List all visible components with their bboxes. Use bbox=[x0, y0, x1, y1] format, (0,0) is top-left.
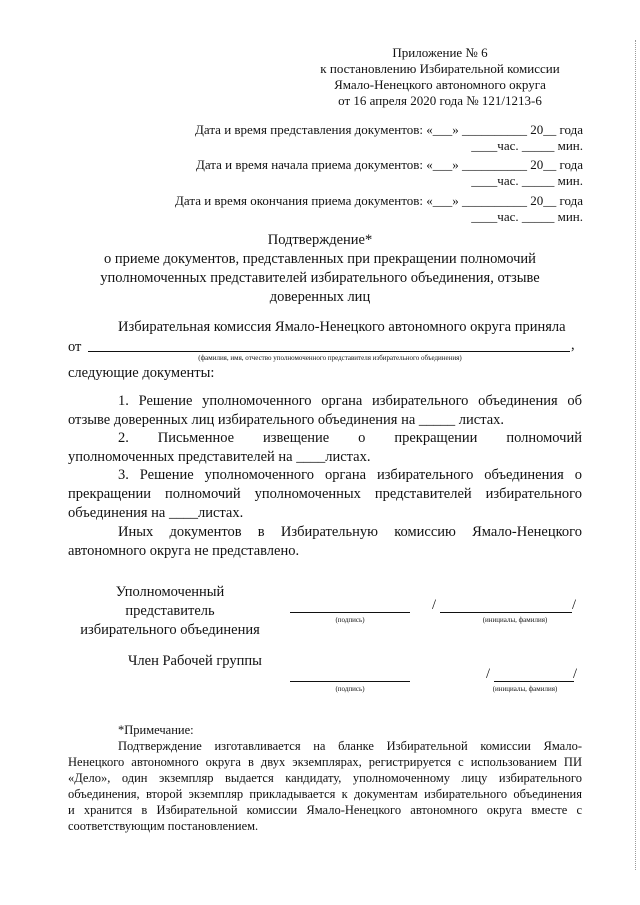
from-name-line bbox=[88, 351, 570, 352]
document-item-1: 1. Решение уполномоченного органа избирательного объединения об bbox=[118, 393, 582, 409]
submission-time-line: ____час. _____ мин. bbox=[471, 138, 583, 153]
document-subtitle: уполномоченных представителей избирательного объединения, отзыве bbox=[100, 270, 540, 286]
member-signature-hint: (подпись) bbox=[335, 685, 365, 693]
representative-label: представитель bbox=[125, 603, 215, 619]
representative-signature-line bbox=[290, 612, 410, 613]
document-subtitle: доверенных лиц bbox=[269, 289, 371, 305]
other-documents-text: Иных документов в Избирательную комиссию Ямало-Ненецкого bbox=[118, 524, 582, 540]
end-date-line: Дата и время окончания приема документов: «___» __________ 20__ года bbox=[175, 193, 583, 208]
member-signature-line bbox=[290, 681, 410, 682]
slash: / bbox=[573, 666, 578, 682]
appendix-line: к постановлению Избирательной комиссии bbox=[320, 61, 560, 76]
start-time-line: ____час. _____ мин. bbox=[471, 173, 583, 188]
note-text: соответствующим постановлением. bbox=[68, 819, 259, 833]
working-group-member-label: Член Рабочей группы bbox=[128, 653, 262, 669]
representative-label: избирательного объединения bbox=[80, 622, 260, 638]
document-item-3-cont: объединения на ____листах. bbox=[68, 505, 244, 521]
appendix-line: Ямало-Ненецкого автономного округа bbox=[334, 77, 546, 92]
from-label: от bbox=[68, 339, 82, 355]
note-text: Ненецкого автономного округа в двух экземплярах, регистрируется с использованием ПИ bbox=[68, 755, 582, 769]
document-item-1-cont: отзыве доверенных лиц избирательного объединения на _____ листах. bbox=[68, 412, 505, 428]
following-documents-label: следующие документы: bbox=[68, 365, 215, 381]
appendix-number: Приложение № 6 bbox=[392, 45, 488, 60]
document-item-3: 3. Решение уполномоченного органа избирательного объединения о bbox=[118, 467, 582, 483]
representative-label: Уполномоченный bbox=[115, 584, 225, 600]
other-documents-cont: автономного округа не представлено. bbox=[68, 543, 300, 559]
document-title: Подтверждение* bbox=[267, 232, 373, 248]
document-item-3-cont: прекращении полномочий уполномоченных представителей избирательного bbox=[68, 486, 582, 502]
slash: / bbox=[486, 666, 491, 682]
document-item-2: 2. Письменное извещение о прекращении полномочий bbox=[118, 430, 582, 446]
end-time-line: ____час. _____ мин. bbox=[471, 209, 583, 224]
note-text: и хранится в Избирательной комиссии Ямало-Ненецкого автономного округа вместе с bbox=[68, 803, 582, 817]
representative-name-hint: (инициалы, фамилия) bbox=[482, 616, 548, 624]
member-name-hint: (инициалы, фамилия) bbox=[492, 685, 558, 693]
note-text: «Дело», один экземпляр выдается кандидату, уполномоченному лицу избирательного bbox=[68, 771, 582, 785]
document-item-2-cont: уполномоченных представителей на ____листах. bbox=[68, 449, 371, 465]
document-subtitle: о приеме документов, представленных при прекращении полномочий bbox=[104, 251, 536, 267]
intro-text: Избирательная комиссия Ямало-Ненецкого автономного округа приняла bbox=[118, 319, 566, 335]
appendix-line: от 16 апреля 2020 года № 121/1213-6 bbox=[338, 93, 542, 108]
note-title: *Примечание: bbox=[118, 723, 194, 737]
submission-date-line: Дата и время представления документов: «___» __________ 20__ года bbox=[195, 122, 583, 137]
from-name-hint: (фамилия, имя, отчество уполномоченного представителя избирательного объединения) bbox=[198, 354, 462, 362]
start-date-line: Дата и время начала приема документов: «___» __________ 20__ года bbox=[195, 157, 583, 172]
member-name-line bbox=[494, 681, 574, 682]
slash: / bbox=[572, 597, 577, 613]
representative-signature-hint: (подпись) bbox=[335, 616, 365, 624]
from-comma: , bbox=[571, 337, 575, 353]
note-text: объединения, второй экземпляр прикладывается к документам избирательного объединения bbox=[68, 787, 582, 801]
note-text: Подтверждение изготавливается на бланке Избирательной комиссии Ямало- bbox=[118, 739, 582, 753]
scan-edge-divider bbox=[634, 40, 636, 870]
representative-name-line bbox=[440, 612, 572, 613]
slash: / bbox=[432, 597, 437, 613]
